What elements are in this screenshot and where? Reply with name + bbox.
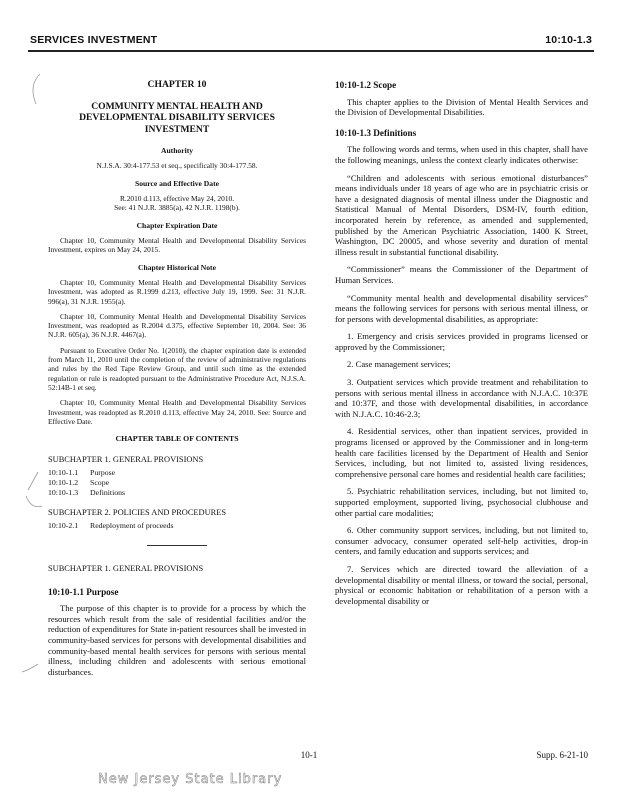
toc-item-label: Redeployment of proceeds — [90, 521, 174, 531]
chapter-title: COMMUNITY MENTAL HEALTH AND DEVELOPMENTAL DISABILITY SERVICES INVESTMENT — [79, 100, 275, 135]
header-rule — [28, 50, 594, 52]
history-note-2: Chapter 10, Community Mental Health and Developmental Disability Services Investment, was readopted as R.2004 d.375, effective September 10, 2004. See: 36 N.J.R. 605(a), 36 N.J.R. 4467(a). — [48, 311, 306, 340]
margin-mark-top — [28, 72, 44, 106]
services-list-item: 5. Psychiatric rehabilitation services, including, but not limited to, supported employment, supported living, psychosocial clubhouse and other partial care modalities; — [335, 486, 588, 518]
authority-heading: Authority — [160, 146, 194, 156]
history-note-4: Chapter 10, Community Mental Health and Developmental Disability Services Investment, was readopted as R.2010 d.113, effective May 24, 2010. See: Source and Effective Date. — [48, 398, 306, 426]
services-list-item: 7. Services which are directed toward the alleviation of a developmental disability or mental illness, or toward the social, personal, physical or economic habitation or rehabilitation of a person with a developmental disability or — [335, 563, 588, 606]
definition-commissioner: “Commissioner” means the Commissioner of the Department of Human Services. — [335, 264, 588, 285]
toc-item-number: 10:10-1.2 — [48, 478, 79, 488]
services-list-item: 4. Residential services, other than inpatient services, provided in programs licensed or approved by the Commissioner and in long-term health care facilities licensed by the Department of Health and Senior Services, including, but not limited to, assisted living residences, comprehensive personal care homes and residential health care facilities; — [335, 426, 588, 479]
definition-children: “Children and adolescents with serious emotional disturbances” means individuals under 18 years of age who are in psychiatric crisis or have a designated diagnosis of mental illness under the Diagnostic and Statistical Manual of Mental Disorders, DSM-IV, fourth edition, incorporated herein by reference, as amended and supplemented, published by the American Psychiatric Association, 1400 K Street, Washington, DC 20005, and whose severity and duration of mental illness result in substantial functional disability. — [335, 172, 588, 257]
toc-item-label: Purpose — [90, 468, 116, 478]
left-column — [48, 80, 306, 684]
toc-item[interactable] — [48, 468, 306, 478]
chapter-number: CHAPTER 10 — [147, 79, 207, 90]
toc-item-number: 10:10-1.1 — [48, 468, 79, 478]
toc-item-label: Scope — [90, 478, 110, 488]
history-note-1: Chapter 10, Community Mental Health and Developmental Disability Services Investment, was adopted as R.1999 d.213, effective July 19, 1999. See: 31 N.J.R. 996(a), 31 N.J.R. 1955(a). — [48, 277, 306, 306]
definitions-intro: The following words and terms, when used in this chapter, shall have the following meanings, unless the context clearly indicates otherwise: — [335, 144, 588, 165]
authority-text: N.J.S.A. 30:4-177.53 et seq., specifically 30:4-177.58. — [96, 160, 258, 170]
scope-text: This chapter applies to the Division of Mental Health Services and the Division of Developmental Disabilities. — [335, 96, 588, 118]
supplement-date: Supp. 6-21-10 — [536, 750, 588, 760]
source-line-2: See: 41 N.J.R. 3885(a), 42 N.J.R. 1198(b). — [114, 202, 240, 212]
right-column — [335, 80, 588, 613]
services-list-item: 6. Other community support services, including, but not limited to, consumer advocacy, consumer operated self-help activities, drop-in centers, and family education and supports services; and — [335, 525, 588, 557]
toc-subchapter-1: SUBCHAPTER 1. GENERAL PROVISIONS — [48, 454, 204, 464]
purpose-text: The purpose of this chapter is to provide for a process by which the resources which result from the sale of residential facilities and/or the reduction of expenditures for State in-patient resources shall be invested in community-based services for persons with developmental disabilities and community-based mental health services for persons with serious mental illness, including children and adolescents with serious emotional disturbances. — [48, 603, 306, 677]
page-number: 10-1 — [300, 750, 318, 760]
definitions-heading: 10:10-1.3 Definitions — [335, 127, 417, 138]
header-section: 10:10-1.3 — [545, 34, 592, 46]
toc-item-number: 10:10-2.1 — [48, 521, 79, 531]
toc-subchapter-2: SUBCHAPTER 2. POLICIES AND PROCEDURES — [48, 507, 226, 517]
section-divider — [147, 545, 207, 546]
toc-item[interactable] — [48, 521, 306, 531]
expiration-heading: Chapter Expiration Date — [136, 221, 218, 231]
services-list-item: 2. Case management services; — [347, 359, 451, 370]
services-list-item: 3. Outpatient services which provide treatment and rehabilitation to persons with serious mental illness in accordance with N.J.A.C. 10:37E and 10:37F, and those with developmental disabilities, in accordance with N.J.A.C. 10:46-2.3; — [335, 377, 588, 419]
source-heading: Source and Effective Date — [134, 178, 219, 188]
scope-heading: 10:10-1.2 Scope — [335, 80, 397, 90]
margin-mark-bottom — [20, 662, 40, 676]
subchapter-1-heading: SUBCHAPTER 1. GENERAL PROVISIONS — [48, 564, 204, 574]
toc-item-number: 10:10-1.3 — [48, 487, 79, 497]
toc-item[interactable] — [48, 478, 306, 488]
definition-services: “Community mental health and developmental disability services” means the following services for persons with serious mental illness, or for persons with developmental disabilities, as appropriate: — [335, 292, 588, 324]
source-line-1: R.2010 d.113, effective May 24, 2010. — [119, 193, 235, 203]
margin-mark-middle — [22, 470, 44, 512]
history-heading: Chapter Historical Note — [138, 263, 216, 273]
toc-item-label: Definitions — [90, 487, 126, 497]
expiration-text: Chapter 10, Community Mental Health and Developmental Disability Services Investment, expires on May 24, 2015. — [48, 235, 306, 255]
header-title: SERVICES INVESTMENT — [30, 34, 158, 46]
library-stamp: New Jersey State Library — [98, 772, 283, 787]
purpose-heading: 10:10-1.1 Purpose — [48, 586, 119, 597]
services-list-item: 1. Emergency and crisis services provided in programs licensed or approved by the Commissioner; — [335, 331, 588, 352]
history-note-3: Pursuant to Executive Order No. 1(2010), the chapter expiration date is extended from March 11, 2010 until the completion of the review of administrative regulations and rules by the Red Tape Review Group, and until such time as the extended regulation or rule is readopted pursuant to the Administrative Procedure Act, N.J.S.A. 52:14B-1 et seq. — [48, 345, 306, 392]
toc-heading: CHAPTER TABLE OF CONTENTS — [115, 434, 239, 444]
toc-item[interactable] — [48, 488, 306, 498]
